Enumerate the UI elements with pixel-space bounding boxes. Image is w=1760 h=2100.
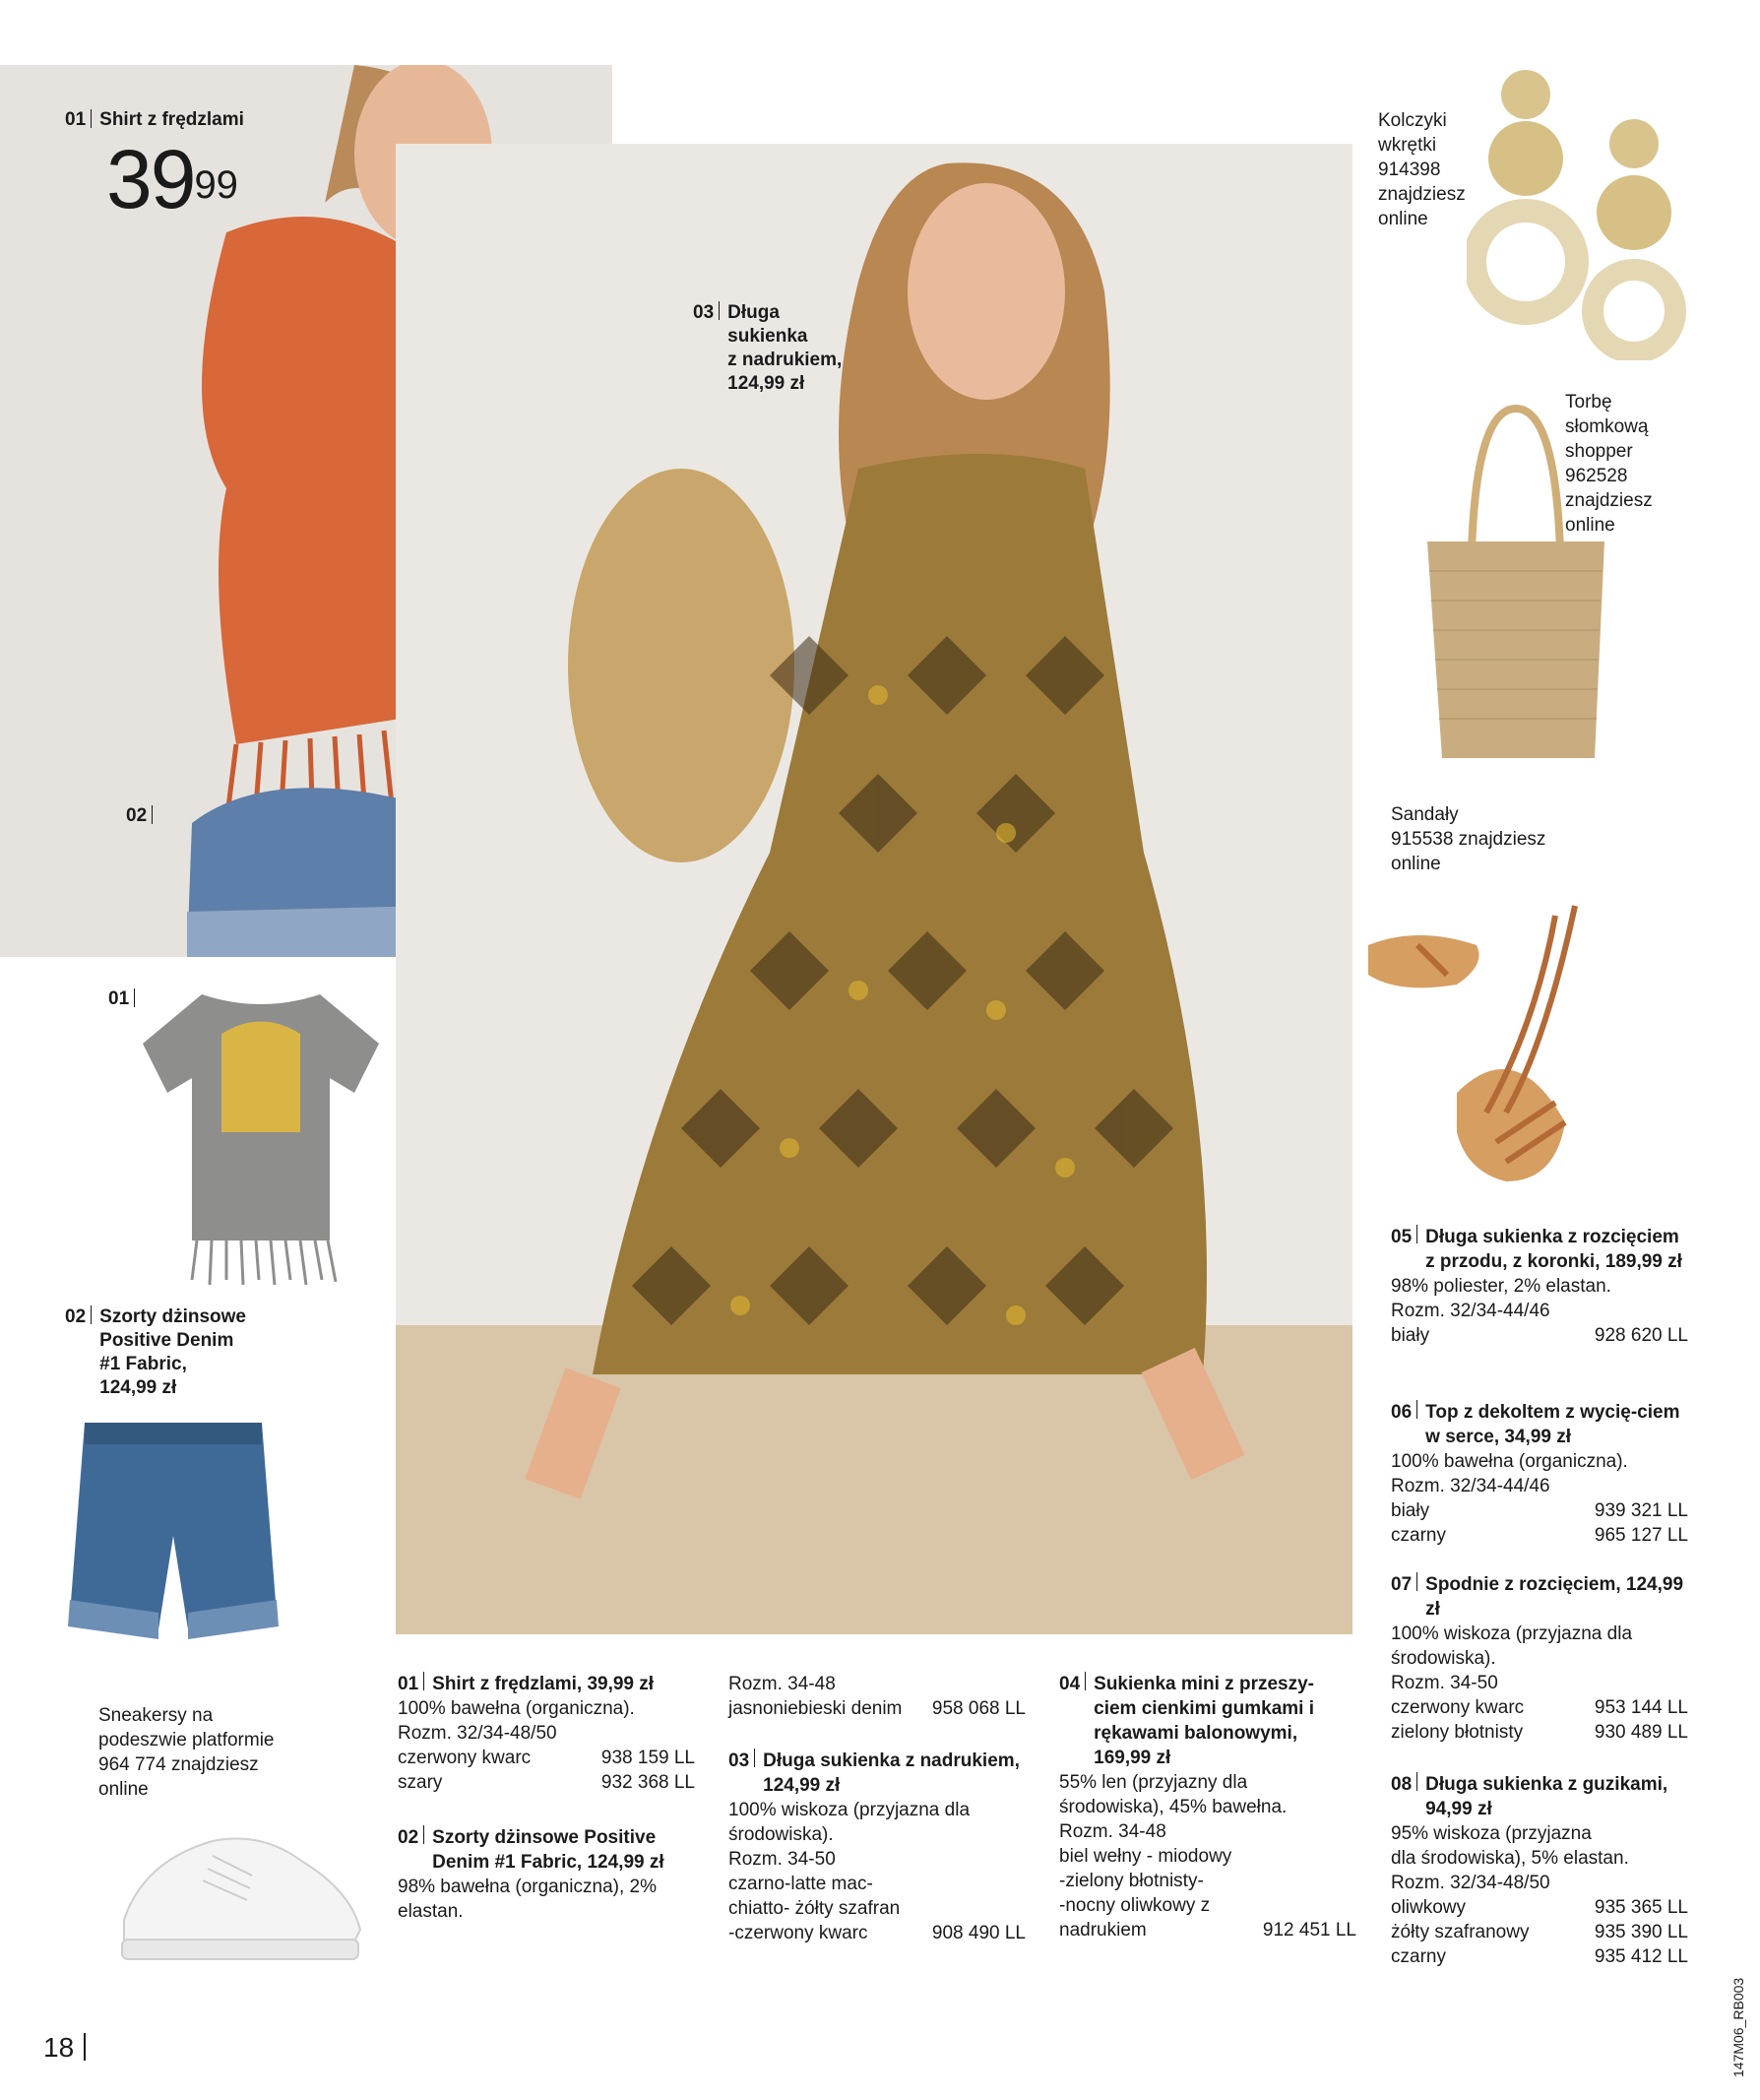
sneakers-text <box>98 1703 274 1802</box>
earrings-line: znajdziesz <box>1378 184 1466 205</box>
product-heading <box>398 1825 695 1875</box>
product-num: 03 <box>728 1750 750 1771</box>
product-desc-line: Rozm. 32/34-44/46 <box>1391 1476 1550 1496</box>
variant-code: 935 412 LL <box>1594 1946 1688 1967</box>
product-desc-line: Rozm. 34-50 <box>728 1849 836 1870</box>
variant-color: czarny <box>1391 1946 1446 1967</box>
product-03-block <box>728 1749 1026 1945</box>
product-07-block <box>1391 1572 1688 1745</box>
bag-line: słomkową <box>1565 416 1649 437</box>
shorts-label-line: 124,99 zł <box>99 1377 177 1398</box>
product-02-block <box>398 1825 695 1924</box>
dress-label-line: sukienka <box>727 326 808 347</box>
product-title: Długa sukienka z rozcięciem z przodu, z koronki, 189,99 zł <box>1425 1227 1682 1272</box>
product-desc-line: 100% wiskoza (przyjazna dla <box>1391 1623 1633 1644</box>
product-title: Spodnie z rozcięciem, 124,99 zł <box>1425 1574 1684 1620</box>
bag-line: shopper <box>1565 441 1633 462</box>
product-desc-line: czarno-latte mac- <box>728 1874 873 1894</box>
hero-shirt-name: Shirt z frędzlami <box>99 109 244 130</box>
product-desc-line: środowiska), 45% bawełna. <box>1059 1797 1288 1817</box>
sandals-line: 915538 znajdziesz <box>1391 829 1546 850</box>
product-num: 06 <box>1391 1402 1413 1423</box>
denim-shorts-image <box>65 1418 282 1649</box>
variant-code: 953 144 LL <box>1594 1697 1688 1718</box>
shorts-label-line: Szorty dżinsowe <box>99 1306 246 1327</box>
product-desc-line: dla środowiska), 5% elastan. <box>1391 1848 1629 1869</box>
dress-model-illustration <box>396 144 1352 1634</box>
hero-shorts-num: 02 <box>126 805 148 826</box>
product-desc-line: Rozm. 34-48 <box>728 1674 836 1694</box>
product-num: 05 <box>1391 1227 1413 1247</box>
product-desc-line: środowiska). <box>1391 1648 1496 1669</box>
sneakers-image <box>104 1802 370 1974</box>
product-desc-line: biel wełny - miodowy <box>1059 1846 1232 1867</box>
variant-code: 908 490 LL <box>931 1923 1026 1943</box>
variant-code: 935 390 LL <box>1594 1922 1688 1942</box>
product-desc-line: Rozm. 34-50 <box>1391 1673 1498 1693</box>
product-variant-row <box>1391 1720 1688 1745</box>
product-desc-line: 100% wiskoza (przyjazna dla <box>728 1800 971 1820</box>
product-desc-line: 98% bawełna (organiczna), 2% <box>398 1877 657 1897</box>
product-heading <box>1391 1572 1688 1622</box>
product-01-block <box>398 1672 695 1795</box>
variant-color: oliwkowy <box>1391 1897 1467 1918</box>
product-desc-line: 100% bawełna (organiczna). <box>1391 1451 1628 1472</box>
catalog-code: 147M06_RB003 <box>1730 1977 1746 2077</box>
separator-bar <box>1085 1672 1086 1690</box>
product-desc-line: Rozm. 32/34-48/50 <box>398 1723 557 1744</box>
variant-code: 935 365 LL <box>1594 1897 1688 1918</box>
product-02-continued <box>728 1672 1026 1721</box>
product-06-block <box>1391 1400 1688 1548</box>
product-num: 07 <box>1391 1574 1413 1595</box>
shorts-label-num: 02 <box>65 1306 87 1327</box>
shorts-label-line: Positive Denim <box>99 1330 234 1351</box>
separator-bar <box>754 1749 755 1767</box>
shorts-label-line: #1 Fabric, <box>99 1354 187 1374</box>
product-05-block <box>1391 1225 1688 1348</box>
variant-color: szary <box>398 1772 443 1793</box>
product-variant-row <box>728 1696 1026 1721</box>
product-num: 08 <box>1391 1774 1413 1795</box>
product-desc-line: 95% wiskoza (przyjazna <box>1391 1823 1592 1844</box>
variant-color: czarny <box>1391 1525 1446 1546</box>
separator-bar <box>91 109 92 128</box>
earrings-line: wkrętki <box>1378 135 1437 156</box>
variant-color: biały <box>1391 1325 1430 1346</box>
bag-line: Torbę <box>1565 392 1612 413</box>
gray-tee-num: 01 <box>108 988 130 1009</box>
separator-bar <box>1416 1400 1417 1419</box>
sandals-image <box>1358 886 1614 1191</box>
product-variant-row <box>1059 1918 1356 1942</box>
variant-code: 930 489 LL <box>1594 1722 1688 1743</box>
variant-code: 912 451 LL <box>1262 1920 1356 1941</box>
variant-code: 928 620 LL <box>1594 1325 1688 1346</box>
bag-line: 962528 <box>1565 466 1628 486</box>
product-desc-line: 98% poliester, 2% elastan. <box>1391 1276 1611 1297</box>
variant-code: 938 159 LL <box>600 1748 695 1768</box>
product-num: 02 <box>398 1827 419 1848</box>
earrings-line: Kolczyki <box>1378 110 1447 131</box>
product-num: 04 <box>1059 1674 1081 1694</box>
variant-color: biały <box>1391 1500 1430 1521</box>
product-variant-row <box>1391 1895 1688 1920</box>
product-title: Długa sukienka z nadrukiem, 124,99 zł <box>763 1750 1020 1796</box>
hero-price <box>106 133 238 225</box>
gray-tee-image <box>133 985 389 1290</box>
separator-bar <box>719 301 720 320</box>
separator-bar <box>152 805 153 824</box>
earrings-text <box>1378 108 1466 231</box>
product-desc-line: -nocny oliwkowy z <box>1059 1895 1211 1916</box>
variant-color: czerwony kwarc <box>398 1748 532 1768</box>
product-variant-row <box>1391 1498 1688 1523</box>
product-desc-line: 55% len (przyjazny dla <box>1059 1772 1248 1793</box>
hero-shorts-label <box>126 804 160 828</box>
product-desc-line: chiatto- żółty szafran <box>728 1898 901 1919</box>
variant-color: czerwony kwarc <box>1391 1697 1525 1718</box>
sneakers-line: 964 774 znajdziesz <box>98 1754 259 1775</box>
dress-label-num: 03 <box>693 302 715 323</box>
dress-label-line: Długa <box>727 302 780 323</box>
separator-bar <box>1416 1225 1417 1243</box>
bag-line: online <box>1565 515 1615 536</box>
sneakers-line: Sneakersy na <box>98 1705 214 1726</box>
variant-code: 939 321 LL <box>1594 1500 1688 1521</box>
variant-code: 932 368 LL <box>600 1772 695 1793</box>
product-04-block <box>1059 1672 1356 1942</box>
product-desc-line: elastan. <box>398 1901 464 1922</box>
product-variant-row <box>728 1921 1026 1945</box>
separator-bar <box>423 1825 424 1844</box>
product-variant-row <box>1391 1523 1688 1548</box>
product-variant-row <box>1391 1695 1688 1720</box>
hero-price-cents: 99 <box>194 163 238 207</box>
variant-color: -czerwony kwarc <box>728 1923 868 1943</box>
variant-code: 965 127 LL <box>1594 1525 1688 1546</box>
hero-shirt-num: 01 <box>65 109 87 130</box>
page-number-value: 18 <box>43 2032 75 2063</box>
product-heading <box>398 1672 695 1696</box>
separator-bar <box>1416 1772 1417 1791</box>
sandals-line: Sandały <box>1391 804 1459 825</box>
separator-bar <box>91 1305 92 1324</box>
product-heading <box>728 1749 1026 1798</box>
product-variant-row <box>398 1770 695 1795</box>
variant-color: nadrukiem <box>1059 1920 1147 1941</box>
product-desc-line: Rozm. 34-48 <box>1059 1821 1166 1842</box>
product-heading <box>1059 1672 1356 1770</box>
dress-label-line: 124,99 zł <box>727 373 805 394</box>
separator-bar <box>1416 1572 1417 1591</box>
sneakers-line: podeszwie platformie <box>98 1730 275 1750</box>
product-title: Shirt z frędzlami, 39,99 zł <box>432 1674 655 1694</box>
earrings-image <box>1467 65 1703 360</box>
product-variant-row <box>1391 1920 1688 1944</box>
variant-code: 958 068 LL <box>931 1698 1026 1719</box>
product-desc-line: środowiska). <box>728 1824 834 1845</box>
shorts-label <box>65 1305 246 1400</box>
dress-label-line: z nadrukiem, <box>727 350 843 370</box>
bag-line: znajdziesz <box>1565 490 1653 511</box>
product-desc-line: 100% bawełna (organiczna). <box>398 1698 635 1719</box>
product-title: Sukienka mini z przeszy-ciem cienkimi gumkami i rękawami balonowymi, 169,99 zł <box>1094 1674 1315 1768</box>
sandals-text <box>1391 802 1545 876</box>
dress-photo <box>396 144 1352 1634</box>
product-variant-row <box>1391 1323 1688 1348</box>
sneakers-line: online <box>98 1779 149 1800</box>
hero-price-main: 39 <box>106 133 195 225</box>
product-heading <box>1391 1772 1688 1821</box>
product-title: Szorty dżinsowe Positive Denim #1 Fabric, 124,99 zł <box>432 1827 664 1873</box>
product-desc-line: Rozm. 32/34-44/46 <box>1391 1301 1550 1321</box>
product-variant-row <box>1391 1944 1688 1969</box>
variant-color: żółty szafranowy <box>1391 1922 1530 1942</box>
product-desc-line: -zielony błotnisty- <box>1059 1871 1204 1891</box>
sandals-line: online <box>1391 854 1441 874</box>
dress-label <box>693 301 842 396</box>
product-desc-line: Rozm. 32/34-48/50 <box>1391 1873 1550 1893</box>
separator-bar <box>423 1672 424 1690</box>
variant-color: zielony błotnisty <box>1391 1722 1524 1743</box>
product-heading <box>1391 1225 1688 1274</box>
hero-shirt-label <box>65 108 244 132</box>
product-variant-row <box>398 1746 695 1770</box>
earrings-line: 914398 <box>1378 159 1441 180</box>
separator-bar <box>84 2033 86 2061</box>
product-heading <box>1391 1400 1688 1449</box>
product-08-block <box>1391 1772 1688 1969</box>
product-title: Długa sukienka z guzikami, 94,99 zł <box>1425 1774 1668 1819</box>
straw-bag-image <box>1417 404 1614 768</box>
product-title: Top z dekoltem z wycię-ciem w serce, 34,99 zł <box>1425 1402 1680 1447</box>
variant-color: jasnoniebieski denim <box>728 1698 903 1719</box>
page-number <box>43 2032 86 2064</box>
product-num: 01 <box>398 1674 419 1694</box>
earrings-line: online <box>1378 209 1428 229</box>
